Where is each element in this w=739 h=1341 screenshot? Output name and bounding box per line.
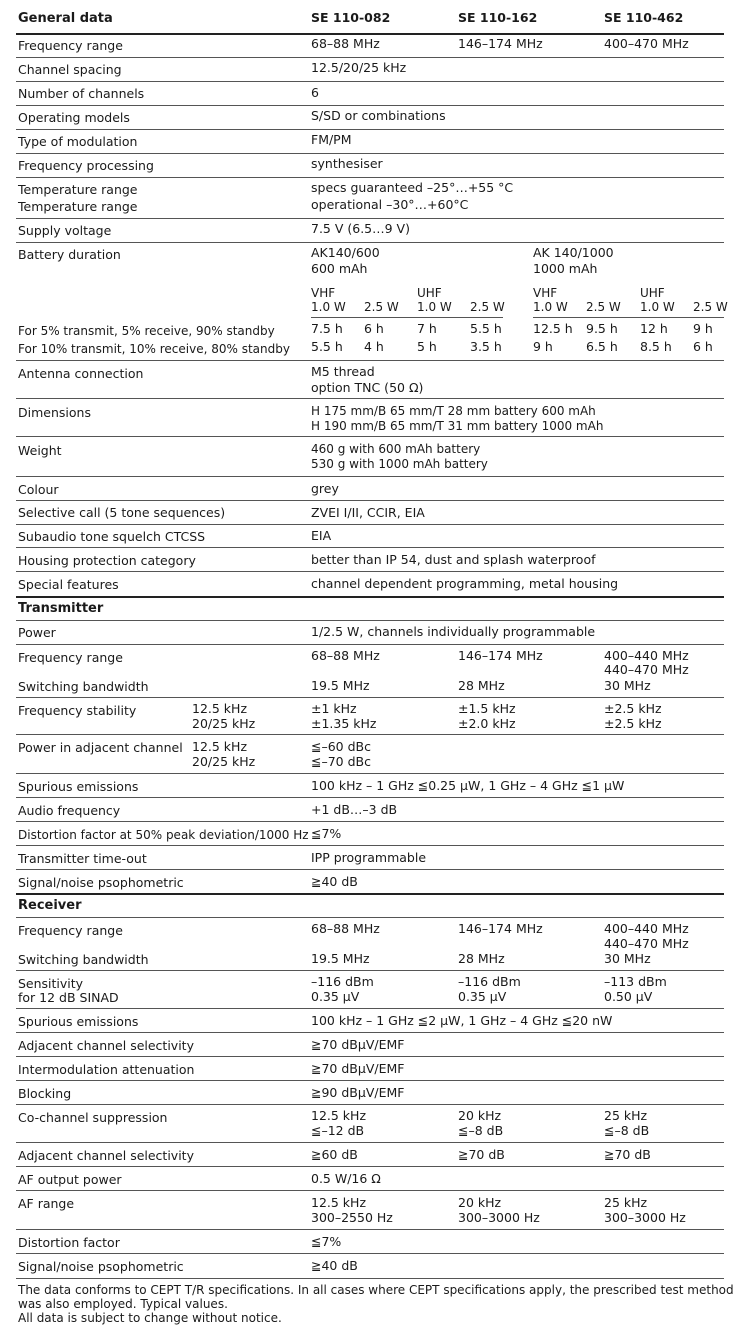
row-rule [16, 242, 724, 243]
battery-power-col2: 2.5 W [364, 300, 399, 314]
freq-range-v1: 68–88 MHz [311, 36, 380, 51]
section-rule [16, 893, 724, 895]
row-rule [16, 129, 724, 130]
battery-row1-cell: 12 h [640, 321, 668, 336]
battery-power-col3: 1.0 W [417, 300, 452, 314]
rx-switching-bw-v1: 19.5 MHz [311, 951, 370, 966]
rx-freq-range-v3a: 400–440 MHz [604, 921, 689, 936]
row-rule [16, 1166, 724, 1167]
battery-row2-label: For 10% transmit, 10% receive, 80% standby [18, 342, 290, 356]
row-rule [16, 1253, 724, 1254]
rx-af-range-v1a: 12.5 kHz [311, 1195, 367, 1210]
tx-distortion-value: ≦7% [311, 826, 342, 841]
rx-blocking-label: Blocking [18, 1086, 72, 1101]
row-rule [16, 57, 724, 58]
row-rule [16, 1056, 724, 1057]
tx-adj-power-v1: ≦–60 dBc [311, 739, 371, 754]
rx-snr-label: Signal/noise psophometric [18, 1259, 184, 1274]
battery-pack2-capacity: 1000 mAh [533, 261, 598, 276]
special-features-value: channel dependent programming, metal housing [311, 576, 619, 591]
rx-sensitivity-v2a: –116 dBm [458, 974, 521, 989]
row-rule [16, 436, 724, 437]
tx-freq-stability-v2b: ±2.0 kHz [458, 716, 516, 731]
battery-pack1-name: AK140/600 [311, 245, 380, 260]
tx-spurious-label: Spurious emissions [18, 779, 139, 794]
tx-power-label: Power [18, 625, 56, 640]
row-rule [16, 797, 724, 798]
battery-row2-cell: 9 h [533, 339, 553, 354]
tx-adj-power-v2: ≦–70 dBc [311, 754, 371, 769]
antenna-label: Antenna connection [18, 366, 144, 381]
tx-freq-stability-v1a: ±1 kHz [311, 701, 357, 716]
special-features-label: Special features [18, 577, 119, 592]
row-rule [16, 105, 724, 106]
rx-intermod-value: ≧70 dBµV/EMF [311, 1061, 405, 1076]
rx-switching-bw-label: Switching bandwidth [18, 952, 149, 967]
tx-freq-stability-v2a: ±1.5 kHz [458, 701, 516, 716]
rx-af-range-label: AF range [18, 1196, 75, 1211]
tx-switching-bw-label: Switching bandwidth [18, 679, 149, 694]
rx-freq-range-label: Frequency range [18, 923, 123, 938]
housing-value: better than IP 54, dust and splash waterproof [311, 552, 596, 567]
battery-row2-cell: 6.5 h [586, 339, 618, 354]
tx-adj-power-sub2: 20/25 kHz [192, 754, 256, 769]
tx-freq-stability-sub2: 20/25 kHz [192, 716, 256, 731]
modulation-label: Type of modulation [18, 134, 138, 149]
tx-freq-range-v1: 68–88 MHz [311, 648, 380, 663]
row-rule [16, 524, 724, 525]
battery-vhf-1: VHF [311, 286, 336, 300]
tx-audio-freq-label: Audio frequency [18, 803, 121, 818]
row-rule [16, 1229, 724, 1230]
row-rule [16, 1278, 724, 1279]
tx-switching-bw-v1: 19.5 MHz [311, 678, 370, 693]
freq-processing-value: synthesiser [311, 156, 383, 171]
tx-spurious-value: 100 kHz – 1 GHz ≦0.25 µW, 1 GHz – 4 GHz ≦1 µW [311, 778, 625, 793]
rx-sensitivity-v3a: –113 dBm [604, 974, 667, 989]
row-rule [16, 1032, 724, 1033]
num-channels-value: 6 [311, 85, 319, 100]
dimensions-label: Dimensions [18, 405, 91, 420]
battery-row1-cell: 7 h [417, 321, 437, 336]
battery-row2-cell: 4 h [364, 339, 384, 354]
tx-freq-stability-label: Frequency stability [18, 703, 137, 718]
row-rule [16, 869, 724, 870]
row-rule [16, 1142, 724, 1143]
battery-row2-cell: 5 h [417, 339, 437, 354]
footnote-line-1: The data conforms to CEPT T/R specifications. In all cases where CEPT specifications apply, the prescribed test method [18, 1283, 734, 1297]
rx-adj-sel-label: Adjacent channel selectivity [18, 1038, 194, 1053]
tx-timeout-value: IPP programmable [311, 850, 427, 865]
freq-processing-label: Frequency processing [18, 158, 154, 173]
battery-row1-label: For 5% transmit, 5% receive, 90% standby [18, 324, 275, 338]
tx-snr-label: Signal/noise psophometric [18, 875, 184, 890]
freq-range-label: Frequency range [18, 38, 123, 53]
row-rule [16, 917, 724, 918]
receiver-heading: Receiver [18, 898, 82, 913]
rx-cochannel-label: Co-channel suppression [18, 1110, 168, 1125]
supply-voltage-label: Supply voltage [18, 223, 112, 238]
rx-sensitivity-label-1: Sensitivity [18, 976, 84, 991]
rx-spurious-value: 100 kHz – 1 GHz ≦2 µW, 1 GHz – 4 GHz ≦20 nW [311, 1013, 613, 1028]
rx-cochannel-v2a: 20 kHz [458, 1108, 502, 1123]
tx-audio-freq-value: +1 dB…–3 dB [311, 802, 398, 817]
rx-af-range-v2a: 20 kHz [458, 1195, 502, 1210]
row-rule [16, 1104, 724, 1105]
tx-distortion-label: Distortion factor at 50% peak deviation/1000 Hz [18, 828, 309, 842]
rx-snr-value: ≧40 dB [311, 1258, 358, 1273]
operating-models-label: Operating models [18, 110, 130, 125]
tx-freq-range-v3a: 400–440 MHz [604, 648, 689, 663]
weight-value-1: 460 g with 600 mAh battery [311, 442, 481, 456]
battery-pack1-capacity: 600 mAh [311, 261, 368, 276]
row-rule [16, 360, 724, 361]
model-column-2: SE 110-162 [458, 10, 538, 25]
footnote-line-3: All data is subject to change without notice. [18, 1311, 282, 1325]
rx-freq-range-v1: 68–88 MHz [311, 921, 380, 936]
row-rule [16, 1190, 724, 1191]
rx-cochannel-v3b: ≦–8 dB [604, 1123, 650, 1138]
row-rule [16, 697, 724, 698]
battery-row1-cell: 7.5 h [311, 321, 343, 336]
antenna-value-2: option TNC (50 Ω) [311, 380, 424, 395]
rx-adj-sel2-label: Adjacent channel selectivity [18, 1148, 194, 1163]
row-rule [16, 218, 724, 219]
rx-sensitivity-label-2: for 12 dB SINAD [18, 990, 119, 1005]
header-rule [16, 33, 724, 35]
weight-value-2: 530 g with 1000 mAh battery [311, 457, 488, 471]
battery-label: Battery duration [18, 247, 121, 262]
battery-uhf-1: UHF [417, 286, 442, 300]
selective-call-value: ZVEI I/II, CCIR, EIA [311, 505, 425, 520]
rx-switching-bw-v2: 28 MHz [458, 951, 505, 966]
rx-adj-sel2-v2: ≧70 dB [458, 1147, 505, 1162]
row-rule [16, 1080, 724, 1081]
temp-range-value-2: operational –30°…+60°C [311, 197, 469, 212]
tx-adj-power-sub1: 12.5 kHz [192, 739, 248, 754]
row-rule [16, 644, 724, 645]
battery-subrule-1 [311, 317, 503, 318]
tx-freq-stability-v3b: ±2.5 kHz [604, 716, 662, 731]
row-rule [16, 620, 724, 621]
footnote-line-2: was also employed. Typical values. [18, 1297, 228, 1311]
freq-range-v3: 400–470 MHz [604, 36, 689, 51]
dimensions-value-2: H 190 mm/B 65 mm/T 31 mm battery 1000 mAh [311, 419, 604, 433]
row-rule [16, 734, 724, 735]
selective-call-label: Selective call (5 tone sequences) [18, 505, 226, 520]
dimensions-value-1: H 175 mm/B 65 mm/T 28 mm battery 600 mAh [311, 404, 596, 418]
tx-switching-bw-v3: 30 MHz [604, 678, 651, 693]
tx-snr-value: ≧40 dB [311, 874, 358, 889]
rx-af-range-v3a: 25 kHz [604, 1195, 648, 1210]
row-rule [16, 476, 724, 477]
rx-cochannel-v1b: ≦–12 dB [311, 1123, 365, 1138]
temp-range-label-1: Temperature range [18, 182, 138, 197]
row-rule [16, 773, 724, 774]
row-rule [16, 177, 724, 178]
section-rule [16, 596, 724, 598]
antenna-value-1: M5 thread [311, 364, 375, 379]
general-data-heading: General data [18, 11, 113, 26]
ctcss-label: Subaudio tone squelch CTCSS [18, 529, 206, 544]
rx-adj-sel2-v1: ≧60 dB [311, 1147, 358, 1162]
battery-row1-cell: 5.5 h [470, 321, 502, 336]
battery-power-col5: 1.0 W [533, 300, 568, 314]
tx-freq-stability-sub1: 12.5 kHz [192, 701, 248, 716]
battery-power-col6: 2.5 W [586, 300, 621, 314]
rx-sensitivity-v1a: –116 dBm [311, 974, 374, 989]
freq-range-v2: 146–174 MHz [458, 36, 543, 51]
battery-row2-cell: 8.5 h [640, 339, 672, 354]
battery-vhf-2: VHF [533, 286, 558, 300]
rx-sensitivity-v3b: 0.50 µV [604, 989, 653, 1004]
row-rule [16, 1008, 724, 1009]
rx-blocking-value: ≧90 dBµV/EMF [311, 1085, 405, 1100]
tx-freq-range-label: Frequency range [18, 650, 123, 665]
tx-adj-power-label: Power in adjacent channel [18, 740, 183, 755]
battery-power-col7: 1.0 W [640, 300, 675, 314]
tx-switching-bw-v2: 28 MHz [458, 678, 505, 693]
ctcss-value: EIA [311, 528, 332, 543]
rx-distortion-value: ≦7% [311, 1234, 342, 1249]
battery-row1-cell: 6 h [364, 321, 384, 336]
rx-af-range-v2b: 300–3000 Hz [458, 1210, 540, 1225]
tx-freq-stability-v3a: ±2.5 kHz [604, 701, 662, 716]
rx-af-range-v3b: 300–3000 Hz [604, 1210, 686, 1225]
rx-adj-sel-value: ≧70 dBµV/EMF [311, 1037, 405, 1052]
rx-cochannel-v3a: 25 kHz [604, 1108, 648, 1123]
battery-uhf-2: UHF [640, 286, 665, 300]
supply-voltage-value: 7.5 V (6.5…9 V) [311, 221, 410, 236]
row-rule [16, 821, 724, 822]
battery-pack2-name: AK 140/1000 [533, 245, 614, 260]
battery-row1-cell: 12.5 h [533, 321, 573, 336]
colour-label: Colour [18, 482, 59, 497]
battery-power-col1: 1.0 W [311, 300, 346, 314]
housing-label: Housing protection category [18, 553, 196, 568]
transmitter-heading: Transmitter [18, 601, 104, 616]
rx-af-power-value: 0.5 W/16 Ω [311, 1171, 381, 1186]
model-column-1: SE 110-082 [311, 10, 391, 25]
battery-power-col4: 2.5 W [470, 300, 505, 314]
battery-subrule-2 [533, 317, 724, 318]
battery-power-col8: 2.5 W [693, 300, 728, 314]
row-rule [16, 547, 724, 548]
battery-row2-cell: 6 h [693, 339, 713, 354]
channel-spacing-value: 12.5/20/25 kHz [311, 60, 407, 75]
row-rule [16, 500, 724, 501]
row-rule [16, 970, 724, 971]
tx-freq-range-v2: 146–174 MHz [458, 648, 543, 663]
tx-freq-range-v3b: 440–470 MHz [604, 662, 689, 677]
rx-adj-sel2-v3: ≧70 dB [604, 1147, 651, 1162]
tx-freq-stability-v1b: ±1.35 kHz [311, 716, 377, 731]
rx-freq-range-v3b: 440–470 MHz [604, 936, 689, 951]
temp-range-label-2: Temperature range [18, 199, 138, 214]
battery-row2-cell: 5.5 h [311, 339, 343, 354]
row-rule [16, 81, 724, 82]
rx-af-power-label: AF output power [18, 1172, 122, 1187]
row-rule [16, 398, 724, 399]
rx-af-range-v1b: 300–2550 Hz [311, 1210, 393, 1225]
row-rule [16, 571, 724, 572]
operating-models-value: S/SD or combinations [311, 108, 446, 123]
rx-sensitivity-v2b: 0.35 µV [458, 989, 507, 1004]
model-column-3: SE 110-462 [604, 10, 684, 25]
rx-distortion-label: Distortion factor [18, 1235, 120, 1250]
rx-cochannel-v2b: ≦–8 dB [458, 1123, 504, 1138]
row-rule [16, 845, 724, 846]
rx-cochannel-v1a: 12.5 kHz [311, 1108, 367, 1123]
rx-sensitivity-v1b: 0.35 µV [311, 989, 360, 1004]
rx-freq-range-v2: 146–174 MHz [458, 921, 543, 936]
num-channels-label: Number of channels [18, 86, 145, 101]
rx-switching-bw-v3: 30 MHz [604, 951, 651, 966]
modulation-value: FM/PM [311, 132, 352, 147]
battery-row2-cell: 3.5 h [470, 339, 502, 354]
battery-row1-cell: 9 h [693, 321, 713, 336]
colour-value: grey [311, 481, 339, 496]
tx-timeout-label: Transmitter time-out [18, 851, 147, 866]
rx-intermod-label: Intermodulation attenuation [18, 1062, 195, 1077]
row-rule [16, 153, 724, 154]
channel-spacing-label: Channel spacing [18, 62, 122, 77]
battery-row1-cell: 9.5 h [586, 321, 618, 336]
rx-spurious-label: Spurious emissions [18, 1014, 139, 1029]
tx-power-value: 1/2.5 W, channels individually programmable [311, 624, 596, 639]
temp-range-value-1: specs guaranteed –25°…+55 °C [311, 180, 514, 195]
weight-label: Weight [18, 443, 62, 458]
